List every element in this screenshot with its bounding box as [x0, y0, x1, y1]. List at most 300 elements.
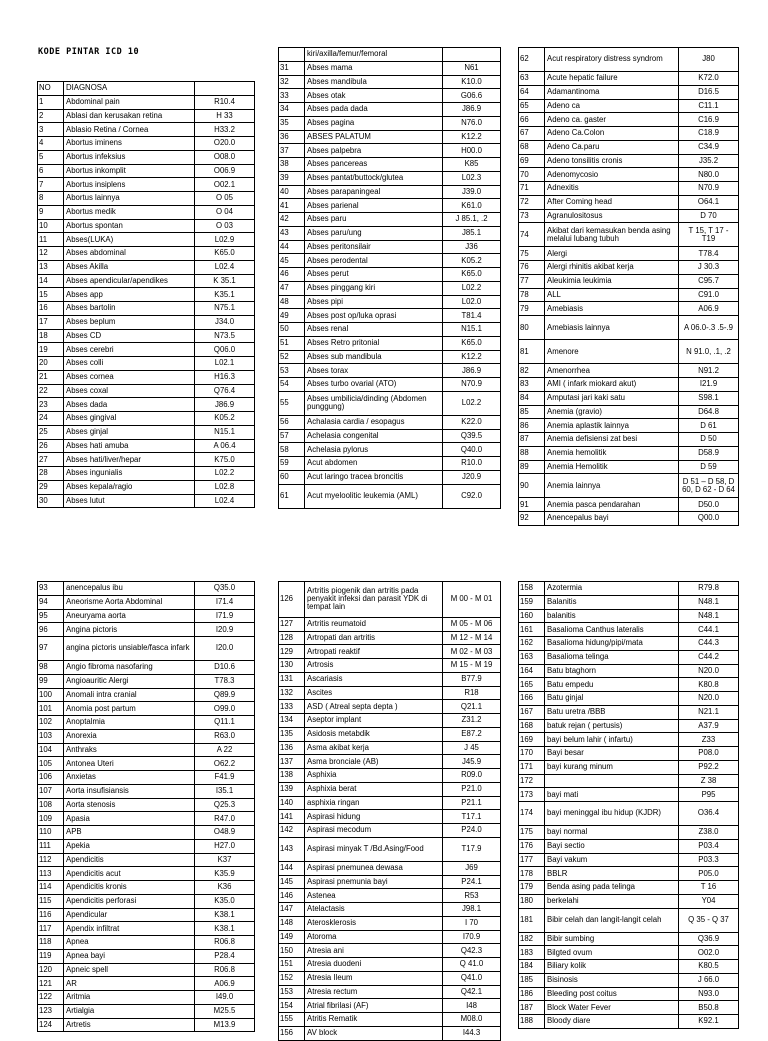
diagnosis-cell [545, 774, 679, 788]
diagnosis-cell: Abdominal pain [64, 95, 195, 109]
table-row [279, 199, 501, 213]
row-number: 88 [519, 446, 545, 460]
row-number: 104 [38, 743, 64, 757]
table-row [279, 158, 501, 172]
table-row [38, 178, 255, 192]
icd-code-cell: Z33 [679, 733, 739, 747]
row-number: 155 [279, 1013, 305, 1027]
table-row [38, 743, 255, 757]
row-number: 55 [279, 391, 305, 415]
diagnosis-cell: Anomia post partum [64, 702, 195, 716]
row-number: 137 [279, 755, 305, 769]
row-number: 91 [519, 498, 545, 512]
diagnosis-cell: Abses abdominal [64, 247, 195, 261]
row-number: 18 [38, 329, 64, 343]
diagnosis-cell: Artritis reumatoid [305, 617, 443, 631]
diagnosis-cell: Achelasia congenital [305, 429, 443, 443]
icd-code-cell: L02.2 [195, 467, 255, 481]
row-number: 121 [38, 977, 64, 991]
diagnosis-cell: Adenomycosio [545, 168, 679, 182]
row-number: 129 [279, 645, 305, 659]
row-number: 168 [519, 719, 545, 733]
icd-code-cell: I71.9 [195, 609, 255, 623]
row-number: 178 [519, 867, 545, 881]
row-number: 14 [38, 274, 64, 288]
diagnosis-cell: Akibat dari kemasukan benda asing melalui lubang tubuh [545, 223, 679, 247]
icd-code-cell: I71.4 [195, 595, 255, 609]
table-row [519, 209, 739, 223]
table-row [519, 195, 739, 209]
table-row [279, 741, 501, 755]
table-row [519, 839, 739, 853]
table-row [279, 103, 501, 117]
table-row [38, 233, 255, 247]
icd-code-cell: K36 [195, 881, 255, 895]
icd-code-cell: N93.0 [679, 987, 739, 1001]
row-number: 3 [38, 123, 64, 137]
icd-code-cell: N76.0 [443, 116, 501, 130]
icd-code-cell: B77.9 [443, 672, 501, 686]
diagnosis-cell: ASD ( Atreal septa depta ) [305, 700, 443, 714]
row-number: 133 [279, 700, 305, 714]
diagnosis-cell: Abses(LUKA) [64, 233, 195, 247]
diagnosis-cell: Apendicitis perforasi [64, 894, 195, 908]
table-row [38, 1018, 255, 1032]
row-number: 93 [38, 582, 64, 596]
table-row [279, 130, 501, 144]
icd-code-cell: R63.0 [195, 729, 255, 743]
diagnosis-cell: Abses Retro pritonial [305, 336, 443, 350]
icd-code-cell: P21.1 [443, 796, 501, 810]
table-row [279, 1013, 501, 1027]
diagnosis-cell: Bisinosis [545, 973, 679, 987]
row-number: 161 [519, 623, 545, 637]
icd-code-cell: G06.6 [443, 89, 501, 103]
row-number: 50 [279, 323, 305, 337]
table-row [38, 963, 255, 977]
icd-code-cell: L02.4 [195, 260, 255, 274]
diagnosis-cell: Aorta insufisiansis [64, 784, 195, 798]
row-number: 21 [38, 370, 64, 384]
icd-code-cell: P05.0 [679, 867, 739, 881]
icd-table-5 [278, 581, 501, 1041]
icd-code-cell: N20.0 [679, 692, 739, 706]
table-row [279, 727, 501, 741]
table-row [279, 659, 501, 673]
table-row [38, 343, 255, 357]
table-row [279, 75, 501, 89]
row-number: 30 [38, 494, 64, 508]
row-number: 141 [279, 810, 305, 824]
row-number: 72 [519, 195, 545, 209]
icd-code-cell: O48.9 [195, 826, 255, 840]
row-number: 59 [279, 457, 305, 471]
row-number: 158 [519, 582, 545, 596]
diagnosis-cell: Apendicitis kronis [64, 881, 195, 895]
table-row [279, 429, 501, 443]
diagnosis-cell: Abses coxal [64, 384, 195, 398]
icd-code-cell: C11.1 [679, 99, 739, 113]
row-number: 82 [519, 364, 545, 378]
diagnosis-cell: Artritis piogenik dan artritis pada penyakit infeksi dan parasit YDK di tempat lain [305, 582, 443, 618]
icd-code-cell: J 30.3 [679, 261, 739, 275]
row-number: 33 [279, 89, 305, 103]
icd-code-cell: K80.5 [679, 960, 739, 974]
diagnosis-cell: Abses turbo ovarial (ATO) [305, 378, 443, 392]
icd-code-cell: Q41.0 [443, 971, 501, 985]
table-row [38, 164, 255, 178]
diagnosis-cell: Acute hepatic failure [545, 72, 679, 86]
diagnosis-cell: Abses mama [305, 61, 443, 75]
icd-code-cell: L02.9 [195, 233, 255, 247]
diagnosis-cell: Ascariasis [305, 672, 443, 686]
icd-code-cell: N70.9 [679, 182, 739, 196]
table-row [519, 1015, 739, 1029]
table-row [38, 881, 255, 895]
diagnosis-cell: Acut respiratory distress syndrom [545, 48, 679, 72]
icd-code-cell: N91.2 [679, 364, 739, 378]
icd-code-cell: N20.0 [679, 664, 739, 678]
row-number: 4 [38, 137, 64, 151]
row-number: 2 [38, 109, 64, 123]
diagnosis-cell: Abses umbilicia/dinding (Abdomen punggung) [305, 391, 443, 415]
table-row [279, 254, 501, 268]
table-row [279, 769, 501, 783]
diagnosis-cell: Block Water Fever [545, 1001, 679, 1015]
table-row [519, 140, 739, 154]
diagnosis-cell: anencepalus ibu [64, 582, 195, 596]
diagnosis-cell: Agranulositosus [545, 209, 679, 223]
diagnosis-cell: angina pictoris unsiable/fasca infark [64, 637, 195, 661]
row-number: 61 [279, 484, 305, 508]
table-row [279, 48, 501, 62]
row-number: 130 [279, 659, 305, 673]
table-row [279, 582, 501, 618]
table-row [38, 977, 255, 991]
diagnosis-cell: Aterosklerosis [305, 916, 443, 930]
row-number: 66 [519, 113, 545, 127]
icd-code-cell: J 66.0 [679, 973, 739, 987]
table-row [519, 302, 739, 316]
diagnosis-cell: bayi mati [545, 788, 679, 802]
row-number: 27 [38, 453, 64, 467]
diagnosis-cell: batuk rejan ( pertusis) [545, 719, 679, 733]
row-number: 179 [519, 881, 545, 895]
icd-code-cell: N73.5 [195, 329, 255, 343]
icd-code-cell: Q 35 - Q 37 [679, 908, 739, 932]
diagnosis-cell: Anoptalmia [64, 716, 195, 730]
row-number: 12 [38, 247, 64, 261]
row-number: 98 [38, 661, 64, 675]
diagnosis-cell: Abortus infeksius [64, 150, 195, 164]
icd-code-cell: N61 [443, 61, 501, 75]
icd-code-cell: Q35.0 [195, 582, 255, 596]
diagnosis-cell: Adeno ca [545, 99, 679, 113]
row-number: 1 [38, 95, 64, 109]
table-row [519, 664, 739, 678]
icd-code-cell: J86.9 [195, 398, 255, 412]
table-row [38, 729, 255, 743]
table-row [38, 302, 255, 316]
row-number: 100 [38, 688, 64, 702]
table-row [519, 1001, 739, 1015]
icd-code-cell: A06.9 [679, 302, 739, 316]
icd-code-cell: A37.9 [679, 719, 739, 733]
diagnosis-cell: Apekia [64, 839, 195, 853]
row-number: 144 [279, 861, 305, 875]
table-row [519, 705, 739, 719]
icd-code-cell: K72.0 [679, 72, 739, 86]
icd-code-cell: C18.9 [679, 127, 739, 141]
table-row [279, 782, 501, 796]
table-row [38, 398, 255, 412]
diagnosis-cell: Abses palpebra [305, 144, 443, 158]
table-row [279, 714, 501, 728]
row-number: 74 [519, 223, 545, 247]
diagnosis-cell: bayi kurang minum [545, 760, 679, 774]
table-row [519, 987, 739, 1001]
icd-code-cell: D64.8 [679, 405, 739, 419]
diagnosis-cell: Abortus medik [64, 205, 195, 219]
diagnosis-cell: Abses app [64, 288, 195, 302]
icd-code-cell: R06.8 [195, 963, 255, 977]
table-row [519, 498, 739, 512]
table-row [279, 443, 501, 457]
diagnosis-cell: Bayi sectio [545, 839, 679, 853]
icd-code-cell: J 45 [443, 741, 501, 755]
icd-code-cell: D10.6 [195, 661, 255, 675]
table-row [38, 384, 255, 398]
row-number: 67 [519, 127, 545, 141]
table-row [38, 315, 255, 329]
diagnosis-cell: Anthraks [64, 743, 195, 757]
diagnosis-cell: Acut abdomen [305, 457, 443, 471]
table-row [38, 412, 255, 426]
row-number: 159 [519, 595, 545, 609]
table-row [279, 645, 501, 659]
table-row [279, 944, 501, 958]
icd-code-cell: R47.0 [195, 812, 255, 826]
table-row [519, 378, 739, 392]
icd-code-cell: P08.0 [679, 747, 739, 761]
icd-code-cell: E87.2 [443, 727, 501, 741]
icd-code-cell: Q76.4 [195, 384, 255, 398]
table-row [519, 894, 739, 908]
row-number: 180 [519, 894, 545, 908]
table-row [279, 116, 501, 130]
row-number: 65 [519, 99, 545, 113]
icd-code-cell: I35.1 [195, 784, 255, 798]
diagnosis-cell: asphixia ringan [305, 796, 443, 810]
diagnosis-cell: Abses cornea [64, 370, 195, 384]
table-row [38, 922, 255, 936]
diagnosis-cell: Aspirasi mecodum [305, 824, 443, 838]
document-title: KODE PINTAR ICD 10 [38, 47, 140, 57]
icd-code-cell: I20.0 [195, 637, 255, 661]
row-number: 164 [519, 664, 545, 678]
row-number: 5 [38, 150, 64, 164]
table-row [38, 637, 255, 661]
row-number: 165 [519, 678, 545, 692]
icd-code-cell: Z31.2 [443, 714, 501, 728]
row-number: 132 [279, 686, 305, 700]
icd-code-cell: K65.0 [443, 336, 501, 350]
table-row [279, 930, 501, 944]
table-row [279, 810, 501, 824]
row-number: 186 [519, 987, 545, 1001]
icd-code-cell: T 15, T 17 - T19 [679, 223, 739, 247]
row-number: 118 [38, 936, 64, 950]
icd-code-cell: J80 [679, 48, 739, 72]
row-number: 99 [38, 674, 64, 688]
row-number: 153 [279, 985, 305, 999]
table-row [519, 623, 739, 637]
diagnosis-cell: Abses mandibula [305, 75, 443, 89]
diagnosis-cell: Abses dada [64, 398, 195, 412]
icd-code-cell: R79.8 [679, 582, 739, 596]
diagnosis-cell: Abortus insiplens [64, 178, 195, 192]
table-row [519, 747, 739, 761]
icd-code-cell: K37 [195, 853, 255, 867]
icd-code-cell: O 05 [195, 192, 255, 206]
table-row [519, 650, 739, 664]
table-row [38, 192, 255, 206]
row-number: 171 [519, 760, 545, 774]
table-row [38, 867, 255, 881]
table-row [38, 1004, 255, 1018]
table-row [279, 700, 501, 714]
table-row [38, 205, 255, 219]
row-number: 167 [519, 705, 545, 719]
diagnosis-cell: Abortus inkomplit [64, 164, 195, 178]
row-number: 54 [279, 378, 305, 392]
diagnosis-cell: Bloody diare [545, 1015, 679, 1029]
row-number: 44 [279, 240, 305, 254]
diagnosis-cell: Batu empedu [545, 678, 679, 692]
table-row [38, 453, 255, 467]
row-number: 23 [38, 398, 64, 412]
table-row [519, 973, 739, 987]
table-row [38, 595, 255, 609]
diagnosis-cell: Batu uretra /BBB [545, 705, 679, 719]
row-number: 75 [519, 247, 545, 261]
row-number: 16 [38, 302, 64, 316]
icd-code-cell: H 33 [195, 109, 255, 123]
row-number: 166 [519, 692, 545, 706]
icd-code-cell: O20.0 [195, 137, 255, 151]
icd-code-cell: T 16 [679, 881, 739, 895]
table-row [279, 295, 501, 309]
row-number: 81 [519, 340, 545, 364]
diagnosis-cell: Abses gingival [64, 412, 195, 426]
table-row [38, 247, 255, 261]
row-number: 163 [519, 650, 545, 664]
diagnosis-cell: Amebiasis lainnya [545, 316, 679, 340]
row-number: 152 [279, 971, 305, 985]
row-number: 105 [38, 757, 64, 771]
icd-code-cell: K35.1 [195, 288, 255, 302]
table-row [279, 226, 501, 240]
table-row [279, 889, 501, 903]
icd-code-cell: O62.2 [195, 757, 255, 771]
diagnosis-cell: berkelahi [545, 894, 679, 908]
icd-code-cell: R53 [443, 889, 501, 903]
diagnosis-cell: Apendicitis acut [64, 867, 195, 881]
diagnosis-cell: Artialgia [64, 1004, 195, 1018]
diagnosis-cell: Atresia Ileum [305, 971, 443, 985]
icd-code-cell: N48.1 [679, 595, 739, 609]
diagnosis-cell: Basalioma hidung/pipi/mata [545, 637, 679, 651]
diagnosis-cell: Atresia rectum [305, 985, 443, 999]
diagnosis-cell: Batu ginjal [545, 692, 679, 706]
row-number: 175 [519, 826, 545, 840]
row-number: 96 [38, 623, 64, 637]
row-number: 172 [519, 774, 545, 788]
diagnosis-cell: Artropati dan artritis [305, 631, 443, 645]
icd-code-cell: C91.0 [679, 288, 739, 302]
diagnosis-cell: AR [64, 977, 195, 991]
row-number: 68 [519, 140, 545, 154]
diagnosis-cell: Abses post op/luka oprasi [305, 309, 443, 323]
table-row [279, 824, 501, 838]
table-row [38, 109, 255, 123]
table-row [279, 484, 501, 508]
icd-code-cell: K 35.1 [195, 274, 255, 288]
diagnosis-cell: Aspirasi pnemunea dewasa [305, 861, 443, 875]
row-number: 84 [519, 391, 545, 405]
diagnosis-cell: Basalioma Canthus lateralis [545, 623, 679, 637]
row-number: 94 [38, 595, 64, 609]
diagnosis-cell: Alergi rhinitis akibat kerja [545, 261, 679, 275]
table-row [279, 837, 501, 861]
icd-code-cell: R10.0 [443, 457, 501, 471]
table-row [279, 875, 501, 889]
icd-code-cell: M 02 - M 03 [443, 645, 501, 659]
icd-table-2 [278, 47, 501, 509]
row-number: 184 [519, 960, 545, 974]
diagnosis-cell: Asma bronciale (AB) [305, 755, 443, 769]
icd-code-cell: Q39.5 [443, 429, 501, 443]
icd-code-cell: C95.7 [679, 274, 739, 288]
diagnosis-cell: Atresia ani [305, 944, 443, 958]
row-number: 114 [38, 881, 64, 895]
table-row [519, 405, 739, 419]
diagnosis-cell: Abses parapaningeal [305, 185, 443, 199]
diagnosis-cell: Artrosis [305, 659, 443, 673]
table-row [279, 958, 501, 972]
row-number: 110 [38, 826, 64, 840]
diagnosis-cell: Atresia duodeni [305, 958, 443, 972]
row-number: 56 [279, 415, 305, 429]
icd-code-cell: F41.9 [195, 771, 255, 785]
diagnosis-cell: Apnea bayi [64, 949, 195, 963]
diagnosis-cell: Bayi vakum [545, 853, 679, 867]
diagnosis-cell: Asma akibat kerja [305, 741, 443, 755]
row-number: 77 [519, 274, 545, 288]
row-number: 41 [279, 199, 305, 213]
row-number: 188 [519, 1015, 545, 1029]
icd-code-cell: O08.0 [195, 150, 255, 164]
table-row [279, 617, 501, 631]
table-row [279, 309, 501, 323]
row-number: 48 [279, 295, 305, 309]
row-number: 62 [519, 48, 545, 72]
diagnosis-cell: Abses hati/liver/hepar [64, 453, 195, 467]
icd-code-cell: R06.8 [195, 936, 255, 950]
diagnosis-cell: Apasia [64, 812, 195, 826]
diagnosis-cell: Abses bartolin [64, 302, 195, 316]
row-number: 29 [38, 480, 64, 494]
